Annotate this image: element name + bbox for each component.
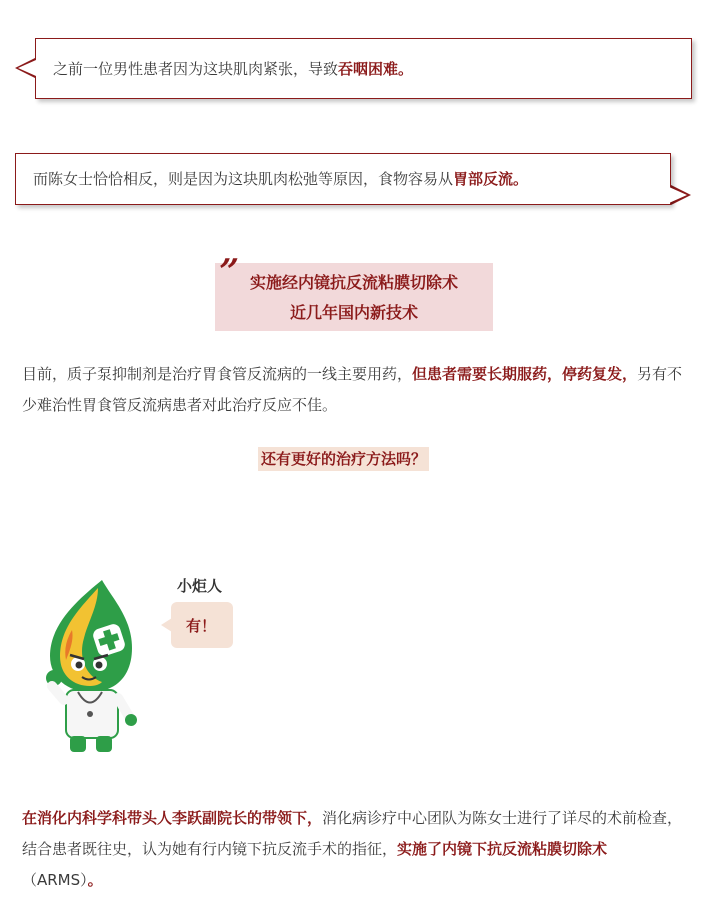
chat-speaker-name: 小炬人 — [177, 577, 223, 595]
mascot-doctor-icon — [40, 578, 140, 756]
heading-line-1: 实施经内镜抗反流粘膜切除术 — [249, 273, 458, 292]
heading-line-2: 近几年国内新技术 — [289, 303, 418, 322]
question-callout: 还有更好的治疗方法吗？ — [258, 447, 429, 471]
bubble-highlight: 吞咽困难。 — [338, 59, 414, 78]
speech-bubble-male-patient — [35, 38, 692, 99]
bubble-text: 之前一位男性患者因为这块肌肉紧张，导致吞咽困难。 — [53, 59, 414, 78]
paragraph-surgery: 在消化内科学科带头人李跃副院长的带领下，消化病诊疗中心团队为陈女士进行了详尽的术前检查，结合患者既往史，认为她有行内镜下抗反流手术的指征，实施了内镜下抗反流粘膜切除术（ARMS）。 — [22, 809, 683, 889]
paragraph-highlight: 在消化内科学科带头人李跃副院长的带领下， — [22, 809, 323, 827]
paragraph-highlight: 但患者需要长期服药，停药复发， — [412, 365, 638, 383]
quote-mark-icon: ” — [211, 252, 242, 292]
paragraph-highlight: 实施了内镜下抗反流粘膜切除术 — [397, 840, 608, 858]
bubble-tail-fill — [669, 187, 687, 203]
chat-reply-text: 有！ — [186, 616, 217, 635]
speech-bubble-ms-chen — [15, 153, 671, 205]
paragraph-treatment-status: 目前，质子泵抑制剂是治疗胃食管反流病的一线主要用药，但患者需要长期服药，停药复发，另有不少难治性胃食管反流病患者对此治疗反应不佳。 — [22, 365, 683, 414]
chat-reply-bubble — [171, 602, 233, 648]
section-heading — [215, 263, 493, 331]
bubble-highlight: 胃部反流。 — [453, 170, 529, 188]
bubble-text: 而陈女士恰恰相反，则是因为这块肌肉松弛等原因，食物容易从胃部反流。 — [33, 170, 529, 188]
bubble-tail-fill — [18, 60, 36, 76]
